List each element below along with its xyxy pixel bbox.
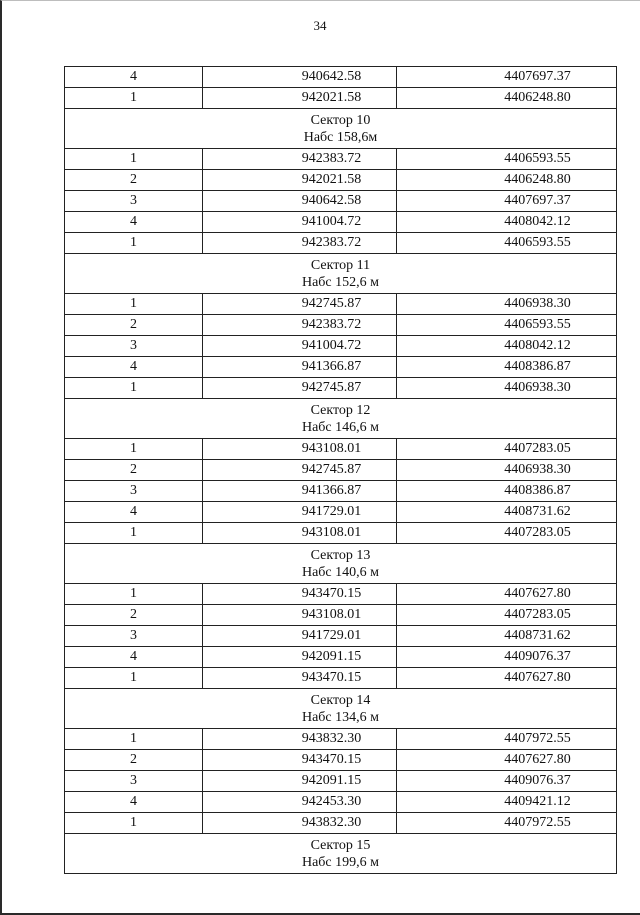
y-coordinate-cell: 4407972.55 (397, 813, 617, 834)
table-row (65, 170, 617, 191)
table-row (65, 378, 617, 399)
x-coordinate-cell: 943470.15 (203, 584, 397, 605)
x-coordinate-cell: 942383.72 (203, 149, 397, 170)
sector-height: Набс 158,6м (303, 129, 378, 145)
point-number-cell: 1 (65, 378, 203, 399)
point-number-cell: 1 (65, 813, 203, 834)
y-coordinate-cell: 4406593.55 (397, 149, 617, 170)
y-coordinate-cell: 4407283.05 (397, 523, 617, 544)
y-coordinate-cell: 4409076.37 (397, 771, 617, 792)
sector-name: Сектор 12 (310, 402, 371, 418)
x-coordinate-cell: 941004.72 (203, 336, 397, 357)
y-coordinate-cell: 4407627.80 (397, 584, 617, 605)
y-coordinate-cell: 4407697.37 (397, 191, 617, 212)
y-coordinate-cell: 4407972.55 (397, 729, 617, 750)
x-coordinate-cell: 942745.87 (203, 460, 397, 481)
page-number: 34 (313, 18, 327, 33)
point-number-cell: 2 (65, 750, 203, 771)
sector-header-cell (65, 399, 617, 439)
point-number-cell: 1 (65, 88, 203, 109)
x-coordinate-cell: 942453.30 (203, 792, 397, 813)
x-coordinate-cell: 943832.30 (203, 729, 397, 750)
sector-name: Сектор 14 (310, 692, 371, 708)
x-coordinate-cell: 942383.72 (203, 315, 397, 336)
table-row (65, 502, 617, 523)
x-coordinate-cell: 942021.58 (203, 88, 397, 109)
x-coordinate-cell: 942383.72 (203, 233, 397, 254)
y-coordinate-cell: 4406938.30 (397, 378, 617, 399)
point-number-cell: 4 (65, 67, 203, 88)
sector-header-row (65, 399, 617, 439)
table-row (65, 584, 617, 605)
y-coordinate-cell: 4407627.80 (397, 750, 617, 771)
point-number-cell: 4 (65, 792, 203, 813)
y-coordinate-cell: 4407283.05 (397, 605, 617, 626)
sector-height: Набс 134,6 м (301, 709, 380, 725)
sector-height: Набс 146,6 м (301, 419, 380, 435)
sector-name: Сектор 15 (310, 837, 371, 853)
y-coordinate-cell: 4406593.55 (397, 315, 617, 336)
sector-height: Набс 140,6 м (301, 564, 380, 580)
y-coordinate-cell: 4406593.55 (397, 233, 617, 254)
y-coordinate-cell: 4408042.12 (397, 336, 617, 357)
sector-header-cell (65, 109, 617, 149)
x-coordinate-cell: 942745.87 (203, 378, 397, 399)
x-coordinate-cell: 941004.72 (203, 212, 397, 233)
point-number-cell: 2 (65, 315, 203, 336)
x-coordinate-cell: 943108.01 (203, 439, 397, 460)
y-coordinate-cell: 4408042.12 (397, 212, 617, 233)
x-coordinate-cell: 941366.87 (203, 481, 397, 502)
x-coordinate-cell: 943108.01 (203, 523, 397, 544)
y-coordinate-cell: 4409076.37 (397, 647, 617, 668)
point-number-cell: 4 (65, 647, 203, 668)
x-coordinate-cell: 940642.58 (203, 67, 397, 88)
table-row (65, 750, 617, 771)
point-number-cell: 1 (65, 439, 203, 460)
y-coordinate-cell: 4408386.87 (397, 357, 617, 378)
table-row (65, 149, 617, 170)
point-number-cell: 4 (65, 212, 203, 233)
x-coordinate-cell: 943470.15 (203, 668, 397, 689)
table-row (65, 523, 617, 544)
y-coordinate-cell: 4409421.12 (397, 792, 617, 813)
coordinates-table-body (65, 67, 617, 874)
x-coordinate-cell: 943108.01 (203, 605, 397, 626)
point-number-cell: 1 (65, 729, 203, 750)
table-row (65, 729, 617, 750)
table-row (65, 481, 617, 502)
point-number-cell: 2 (65, 605, 203, 626)
x-coordinate-cell: 943470.15 (203, 750, 397, 771)
x-coordinate-cell: 942745.87 (203, 294, 397, 315)
x-coordinate-cell: 942021.58 (203, 170, 397, 191)
point-number-cell: 1 (65, 523, 203, 544)
x-coordinate-cell: 941366.87 (203, 357, 397, 378)
table-row (65, 357, 617, 378)
sector-header-row (65, 109, 617, 149)
table-row (65, 439, 617, 460)
point-number-cell: 1 (65, 668, 203, 689)
table-row (65, 792, 617, 813)
table-row (65, 336, 617, 357)
y-coordinate-cell: 4406938.30 (397, 294, 617, 315)
point-number-cell: 1 (65, 294, 203, 315)
table-row (65, 771, 617, 792)
y-coordinate-cell: 4406248.80 (397, 170, 617, 191)
point-number-cell: 2 (65, 460, 203, 481)
sector-height: Набс 152,6 м (301, 274, 380, 290)
sector-name: Сектор 10 (310, 112, 371, 128)
x-coordinate-cell: 942091.15 (203, 771, 397, 792)
point-number-cell: 3 (65, 626, 203, 647)
sector-header-cell (65, 544, 617, 584)
point-number-cell: 1 (65, 233, 203, 254)
y-coordinate-cell: 4407697.37 (397, 67, 617, 88)
point-number-cell: 3 (65, 481, 203, 502)
sector-name: Сектор 11 (310, 257, 371, 273)
table-row (65, 233, 617, 254)
table-row (65, 460, 617, 481)
sector-header-cell (65, 689, 617, 729)
sector-name: Сектор 13 (310, 547, 371, 563)
sector-height: Набс 199,6 м (301, 854, 380, 870)
table-row (65, 191, 617, 212)
point-number-cell: 3 (65, 191, 203, 212)
x-coordinate-cell: 941729.01 (203, 626, 397, 647)
y-coordinate-cell: 4407627.80 (397, 668, 617, 689)
y-coordinate-cell: 4406938.30 (397, 460, 617, 481)
table-row (65, 647, 617, 668)
point-number-cell: 4 (65, 357, 203, 378)
table-row (65, 294, 617, 315)
point-number-cell: 4 (65, 502, 203, 523)
table-row (65, 813, 617, 834)
sector-header-cell (65, 834, 617, 874)
y-coordinate-cell: 4408731.62 (397, 502, 617, 523)
sector-header-row (65, 834, 617, 874)
sector-header-row (65, 254, 617, 294)
table-row (65, 88, 617, 109)
sector-header-row (65, 689, 617, 729)
point-number-cell: 1 (65, 584, 203, 605)
table-row (65, 212, 617, 233)
sector-header-cell (65, 254, 617, 294)
point-number-cell: 2 (65, 170, 203, 191)
x-coordinate-cell: 943832.30 (203, 813, 397, 834)
y-coordinate-cell: 4408386.87 (397, 481, 617, 502)
x-coordinate-cell: 940642.58 (203, 191, 397, 212)
x-coordinate-cell: 941729.01 (203, 502, 397, 523)
coordinates-table (64, 66, 617, 874)
y-coordinate-cell: 4407283.05 (397, 439, 617, 460)
y-coordinate-cell: 4408731.62 (397, 626, 617, 647)
point-number-cell: 3 (65, 336, 203, 357)
table-row (65, 668, 617, 689)
x-coordinate-cell: 942091.15 (203, 647, 397, 668)
table-row (65, 67, 617, 88)
table-row (65, 626, 617, 647)
sector-header-row (65, 544, 617, 584)
table-row (65, 605, 617, 626)
point-number-cell: 3 (65, 771, 203, 792)
table-row (65, 315, 617, 336)
point-number-cell: 1 (65, 149, 203, 170)
y-coordinate-cell: 4406248.80 (397, 88, 617, 109)
